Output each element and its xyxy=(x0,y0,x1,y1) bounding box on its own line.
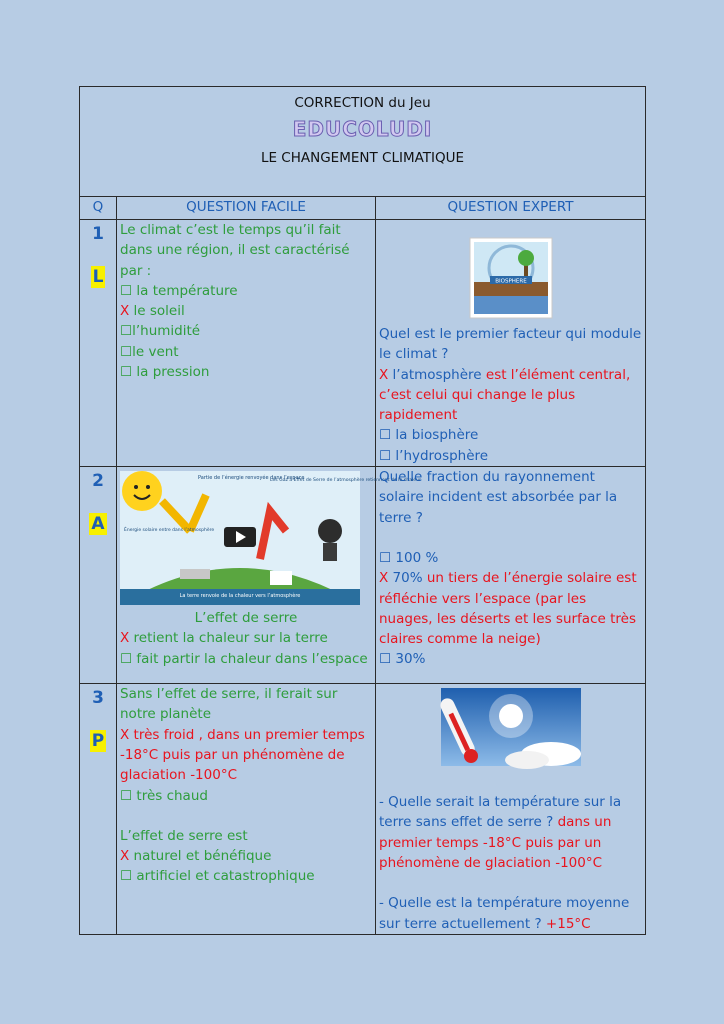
header-row xyxy=(80,87,646,197)
question-row-3 xyxy=(80,684,646,935)
facile-title: L’effet de serre xyxy=(194,610,298,627)
educoludi-logo: EDUCOLUDI xyxy=(292,117,433,142)
page-title: CORRECTION du Jeu xyxy=(294,95,431,111)
option-item: ☐ la pression xyxy=(120,364,210,381)
expert-question: Quel est le premier facteur qui module le climat ? xyxy=(379,326,642,363)
facile-cell-1 xyxy=(117,220,376,467)
expert-question-answer: - Quelle serait la température sur la terre sans effet de serre ? dans un premier temps -18°C puis par un phénomène de glaciation -100°C xyxy=(379,794,622,871)
question-number: 1 xyxy=(92,224,104,244)
option-item-correct: X retient la chaleur sur la terre xyxy=(120,630,328,647)
column-header-row xyxy=(80,197,646,220)
facile-question: L’effet de serre est xyxy=(120,827,248,844)
expert-cell-3 xyxy=(376,684,646,935)
question-letter: A xyxy=(91,514,105,535)
question-letter: L xyxy=(92,267,104,288)
svg-text:Les Gaz à Effet de Serre de l’: Les Gaz à Effet de Serre de l’atmosphère retiennent de la chaleur xyxy=(270,478,421,484)
facile-question: Sans l’effet de serre, il ferait sur notre planète xyxy=(120,686,338,723)
option-item: ☐ 100 % xyxy=(379,549,439,566)
option-item: ☐ l’hydrosphère xyxy=(379,447,489,464)
question-letter: P xyxy=(91,731,105,752)
svg-text:Partie de l’énergie renvoyée d: Partie de l’énergie renvoyée dans l’espace xyxy=(198,475,305,482)
option-item: ☐ la température xyxy=(120,282,238,299)
expert-answer: X 70% un tiers de l’énergie solaire est réfléchie vers l’espace (par les nuages, les déserts et les surface très claires comme la neige) xyxy=(379,570,637,648)
expert-cell-2 xyxy=(376,467,646,684)
expert-answer: X l’atmosphère est l’élément central, c’est celui qui change le plus rapidement xyxy=(379,366,631,424)
option-item-correct: X le soleil xyxy=(120,303,185,320)
svg-text:Énergie solaire entre dans l’a: Énergie solaire entre dans l’atmosphère xyxy=(124,528,215,534)
question-row-1 xyxy=(80,220,646,467)
biosphere-image xyxy=(470,238,552,318)
option-item: ☐l’humidité xyxy=(120,323,201,340)
facile-cell-3 xyxy=(117,684,376,935)
question-row-2 xyxy=(80,467,646,684)
col-header-facile: QUESTION FACILE xyxy=(117,197,376,220)
option-item: ☐ très chaud xyxy=(120,787,208,804)
expert-question: Quelle fraction du rayonnement solaire incident est absorbée par la terre ? xyxy=(379,469,618,526)
expert-question-answer: - Quelle est la température moyenne sur terre actuellement ? +15°C xyxy=(379,895,630,932)
question-id-3 xyxy=(80,684,117,935)
question-id-2 xyxy=(80,467,117,684)
question-number: 2 xyxy=(92,471,104,492)
question-number: 3 xyxy=(92,688,104,709)
svg-text:La terre renvoie de la chaleur: La terre renvoie de la chaleur vers l’atmosphère xyxy=(179,593,301,600)
option-item-correct: X naturel et bénéfique xyxy=(120,848,272,865)
facile-question: Le climat c’est le temps qu’il fait dans une région, il est caractérisé par : xyxy=(120,222,350,279)
option-item: ☐le vent xyxy=(120,343,179,360)
question-id-1 xyxy=(80,220,117,467)
thermometer-sun-image xyxy=(441,688,581,766)
quiz-table xyxy=(79,86,646,935)
expert-cell-1 xyxy=(376,220,646,467)
option-item: ☐ artificiel et catastrophique xyxy=(120,868,315,885)
worksheet xyxy=(79,86,645,935)
svg-text:BIOSPHERE: BIOSPHERE xyxy=(494,278,527,285)
option-item: ☐ 30% xyxy=(379,651,426,668)
option-item: ☐ fait partir la chaleur dans l’espace xyxy=(120,650,368,667)
col-header-q: Q xyxy=(80,197,117,220)
col-header-expert: QUESTION EXPERT xyxy=(376,197,646,220)
page-subtitle: LE CHANGEMENT CLIMATIQUE xyxy=(260,149,465,166)
header-cell xyxy=(80,87,646,197)
facile-answer: X très froid , dans un premier temps -18°C puis par un phénomène de glaciation -100°C xyxy=(120,726,365,784)
option-item: ☐ la biosphère xyxy=(379,427,479,444)
